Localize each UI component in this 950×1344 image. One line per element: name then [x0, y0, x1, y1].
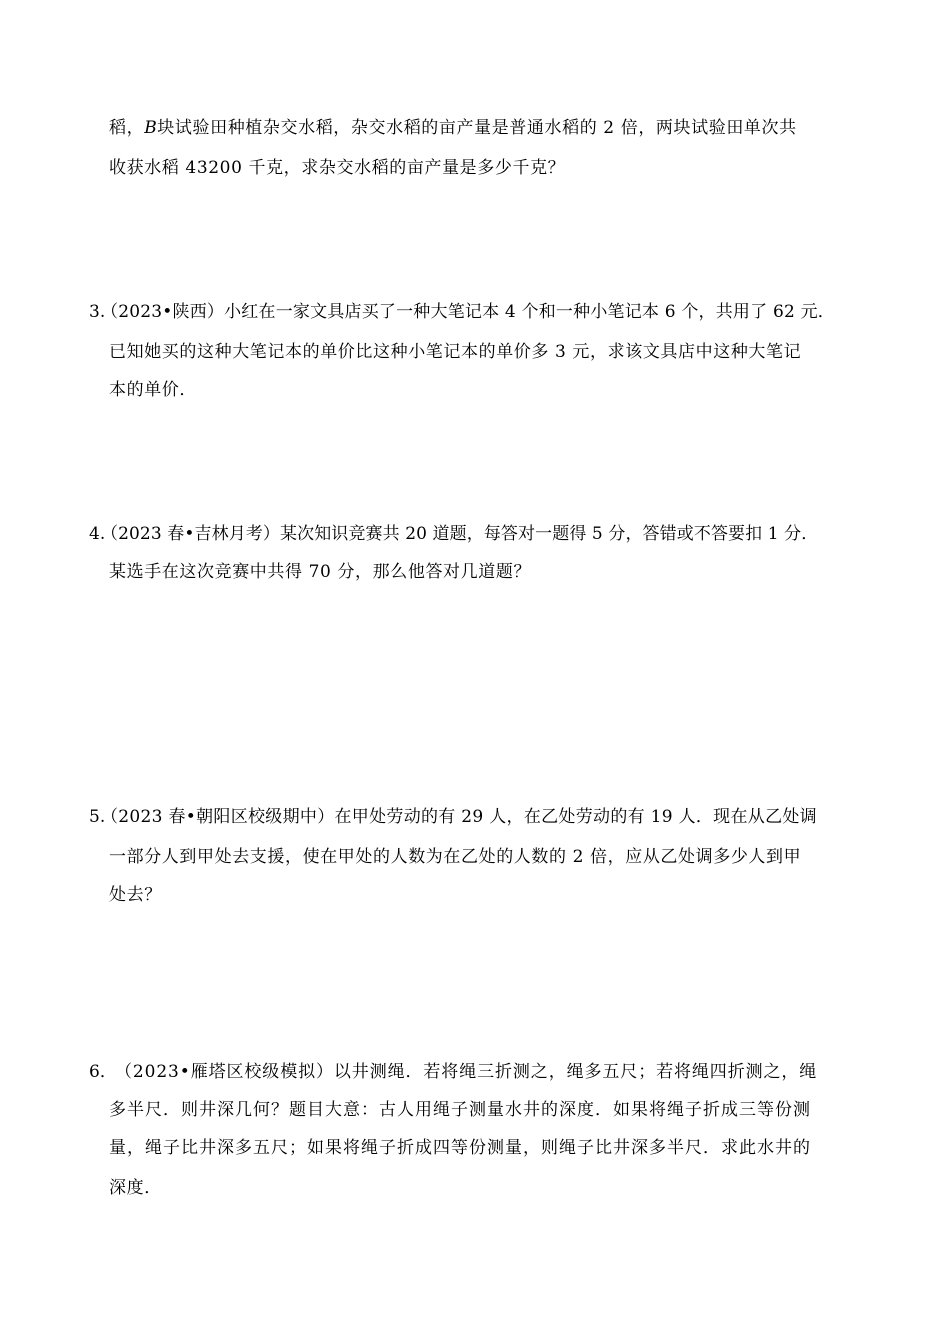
problem-3-line-1: （2023•陕西）小红在一家文具店买了一种大笔记本 4 个和一种小笔记本 6 个，共用了 62 元．: [101, 302, 835, 322]
problem-2-line-1: [109, 117, 797, 139]
problem-5-number: 5.: [89, 807, 106, 827]
problem-2-variable-b: B: [144, 118, 158, 138]
problem-3-number: 3.: [89, 302, 106, 322]
problem-2-line-1-post: 块试验田种植杂交水稻，杂交水稻的亩产量是普通水稻的 2 倍，两块试验田单次共: [157, 118, 797, 138]
problem-3-line-3: 本的单价．: [109, 380, 197, 400]
problem-6-line-3: 量，绳子比井深多五尺；如果将绳子折成四等份测量，则绳子比井深多半尺．求此水井的: [109, 1138, 811, 1158]
problem-6-line-2: 多半尺．则井深几何？题目大意：古人用绳子测量水井的深度．如果将绳子折成三等份测: [109, 1100, 811, 1120]
problem-4-number: 4.: [89, 524, 106, 544]
problem-6-line-1: （2023•雁塔区校级模拟）以井测绳．若将绳三折测之，绳多五尺；若将绳四折测之，绳: [115, 1062, 818, 1082]
problem-6-line-4: 深度．: [109, 1178, 162, 1198]
problem-2-line-1-pre: 稻，: [109, 118, 145, 138]
problem-6-number: 6．: [89, 1062, 117, 1082]
problem-3-line-2: 已知她买的这种大笔记本的单价比这种小笔记本的单价多 3 元，求该文具店中这种大笔记: [109, 342, 802, 362]
problem-5-line-2: 一部分人到甲处去支援，使在甲处的人数为在乙处的人数的 2 倍，应从乙处调多少人到甲: [109, 847, 802, 867]
problem-5-line-1: （2023 春•朝阳区校级期中）在甲处劳动的有 29 人，在乙处劳动的有 19 人．现在从乙处调: [101, 807, 817, 827]
problem-4-line-1: （2023 春•吉林月考）某次知识竞赛共 20 道题，每答对一题得 5 分，答错或不答要扣 1 分．: [101, 524, 819, 544]
problem-4-line-2: 某选手在这次竞赛中共得 70 分，那么他答对几道题？: [109, 562, 532, 582]
problem-2-line-2: 收获水稻 43200 千克，求杂交水稻的亩产量是多少千克？: [109, 158, 566, 178]
problem-5-line-3: 处去？: [109, 885, 162, 905]
